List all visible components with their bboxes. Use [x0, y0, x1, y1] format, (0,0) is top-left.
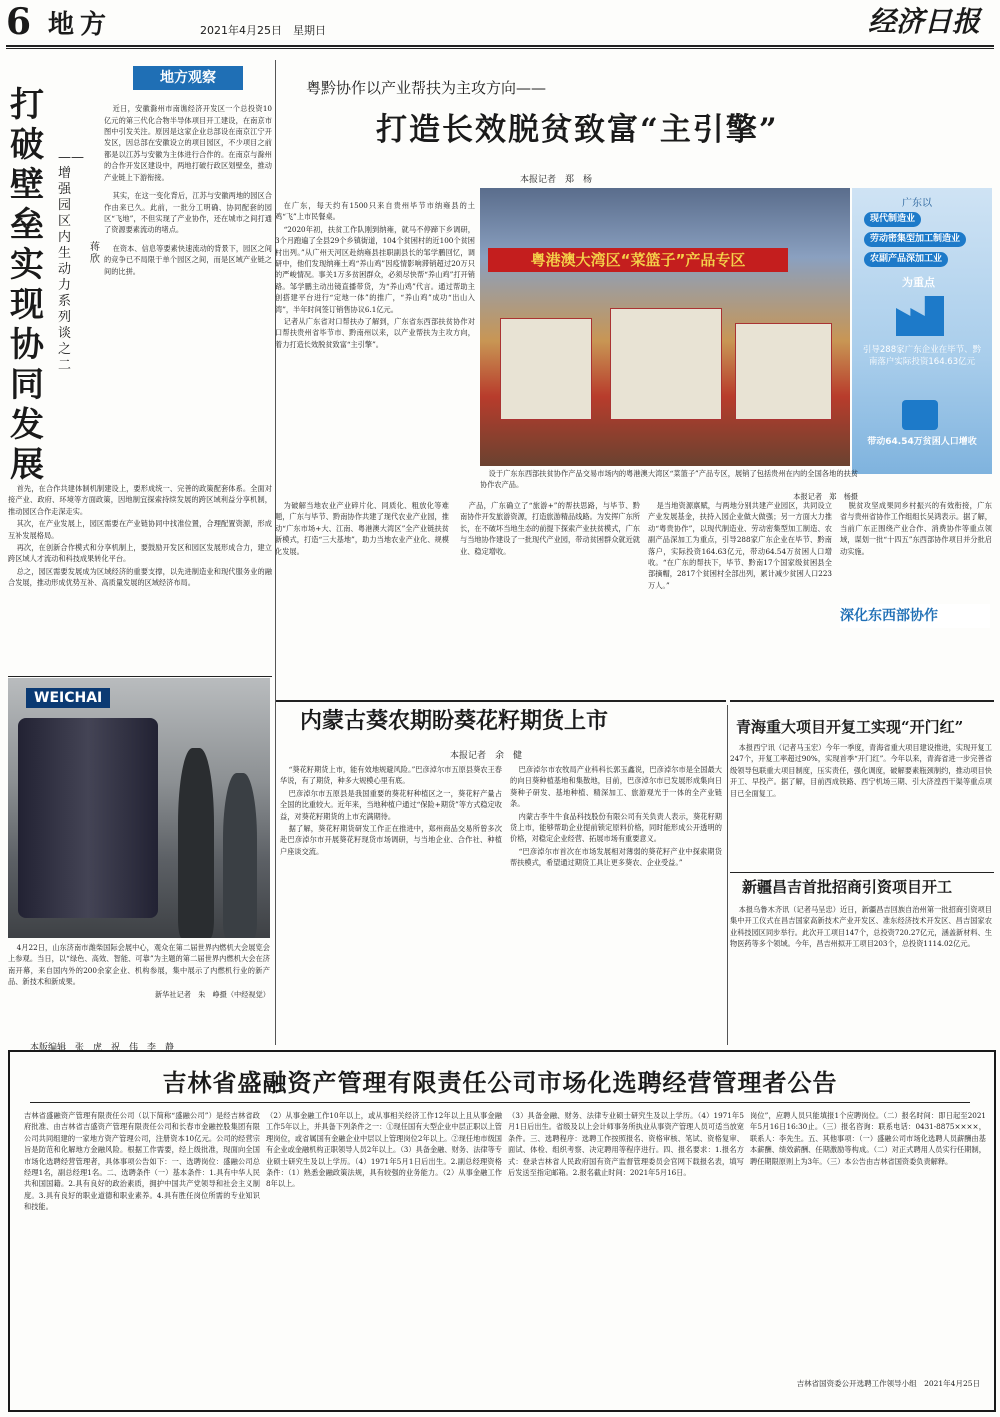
- paragraph: 巴彦淖尔市五原县是我国重要的葵花籽种植区之一，葵花籽产量占全国的比重较大。近年来，当地种植户通过“保险+期货”等方式稳定收益，对葵花籽期货的上市充满期待。: [280, 788, 502, 821]
- visitor-figure: [178, 748, 214, 938]
- info-stat-investment: 引导288家广东企业在毕节、黔南落户实际投资164.63亿元: [862, 345, 982, 367]
- section-tag-local-observation: 地方观察: [133, 66, 243, 90]
- paragraph: 吉林省盛融资产管理有限责任公司（以下简称“盛融公司”）是经吉林省政府批准、由吉林省吉盛资产管理有限责任公司和长春市金融控股集团有限公司共同组建的一家地方资产管理公司，注册资本10亿元。公司的经营宗旨是防范和化解地方金融风险。根据工作需要，经上级批准，现面向全国市场化选聘经营管理者，具体事项公告如下：一、选聘岗位：盛融公司总经理1名，副总经理1名。二、选聘条件（一）基本条件：1.具有中华人民共和国国籍。2.具有良好的政治素质，拥护中国共产党领导和社会主义制度。3.具有良好的职业道德和职业素养。4.具有胜任岗位所需的专业知识和技能。: [24, 1111, 260, 1212]
- info-pill: 农副产品深加工业: [864, 252, 948, 267]
- paragraph: “巴彦淖尔市首次在市场发展相对薄弱的葵花籽产业中探索期货帮扶模式，希望通过期货工具让更多葵农、企业受益。”: [510, 846, 722, 868]
- photo-produce-zone: [480, 188, 850, 466]
- photo-engine-exhibition: [8, 678, 270, 938]
- xinjiang-body: [730, 904, 992, 1038]
- announcement-col-4: [750, 1110, 986, 1370]
- photo-caption-main: [480, 468, 858, 501]
- newspaper-logo: 经济日报: [868, 5, 981, 38]
- page-number: 6: [6, 1, 32, 43]
- sunflower-col-2: [510, 764, 722, 1044]
- engine-shape: [18, 718, 158, 918]
- info-pill: 劳动密集型加工制造业: [864, 232, 966, 247]
- info-pill: 现代制造业: [864, 212, 921, 227]
- paragraph: 是当地资源禀赋，与两地分别共建产业园区，共同设立产业发展基金，扶持入园企业做大做强；另一方面大力推动“粤贵协作”，以现代制造业、劳动密集型加工制造、农副产品深加工为重点，引导288家广东企业在毕节、黔南落户，实际投资164.63亿元，带动64.54万贫困人口增收。“在广东的帮扶下，毕节、黔南17个国家级贫困县全部摘帽，2817个贫困村全部出列，累计减少贫困人口223万人。”: [648, 501, 832, 590]
- booth-shape: [735, 323, 832, 420]
- announcement-col-2: [266, 1110, 502, 1400]
- booth-shape: [610, 308, 722, 420]
- qinghai-headline: 青海重大项目开复工实现“开门红”: [736, 718, 964, 736]
- main-headline: 打造长效脱贫致富“主引擎”: [376, 112, 779, 148]
- paragraph: 首先，在合作共建体制机制建设上，要形成统一、完善的政策配套体系。全面对接产业、政府、环境等方面政策，因地制宜探索持续发展的跨区域利益分享机制，推动园区合作走深走实。: [8, 484, 272, 516]
- paragraph: 内蒙古李牛牛食品科技股份有限公司有关负责人表示，葵花籽期货上市，能够帮助企业提前锁定原料价格，同时能形成公开透明的价格，对稳定企业经营、拓展市场有重要意义。: [510, 811, 722, 844]
- photo-credit: 新华社记者 朱 峥摄（中经视觉）: [154, 989, 270, 999]
- divider: [730, 700, 994, 702]
- divider: [730, 872, 994, 873]
- factory-icon: [896, 296, 944, 336]
- info-heading: 广东以: [902, 198, 932, 209]
- paragraph: 在广东，每天约有1500只来自贵州毕节市纳雍县的土鸡“飞”上市民餐桌。: [275, 201, 475, 222]
- caption-text: 4月22日，山东济南市潍柴国际会展中心，观众在第二届世界内燃机大会展览会上参观。当日，以“绿色、高效、智能、可靠”为主题的第二届世界内燃机大会在济南开幕，来自国内外的200余家企业、机构参展，集中展示了内燃机行业的新产品、新技术和新成果。: [8, 943, 270, 987]
- announcement-col-3: [508, 1110, 744, 1400]
- paragraph: 其次，在产业发展上，园区需要在产业链协同中找准位置，合理配置资源，形成互补发展格局。: [8, 519, 272, 540]
- announcement-title: 吉林省盛融资产管理有限责任公司市场化选聘经营管理者公告: [162, 1069, 838, 1097]
- paragraph: 本报西宁讯（记者马玉宏）今年一季度，青海省重大项目建设推进，实现开复工247个，开复工率超过90%，实现首季“开门红”。今年以来，青海省进一步完善省级领导包联重大项目制度，压实责任，强化调度，破解要素瓶颈制约，推动项目快开工、早投产。据了解，目前西成铁路、西宁机场三期、引大济湟西干渠等重点项目已全面复工。: [730, 743, 992, 798]
- date-line: 2021年4月25日 星期日: [200, 24, 326, 37]
- people-icon: [902, 400, 938, 430]
- visitor-figure: [223, 773, 257, 938]
- header-rule-thin: [6, 48, 994, 49]
- paragraph: 其实，在这一变化背后，江苏与安徽两地的园区合作由来已久。此前，一批分工明确、协同配套的园区“飞地”，不但实现了产业协作，还在城市之间打通了资源要素流动的堵点。: [104, 191, 272, 235]
- section-name: 地方: [48, 10, 113, 40]
- paragraph: 在资本、信息等要素快速流动的背景下，园区之间的竞争已不局限于单个园区之间，而是区域产业链之间的比拼。: [104, 244, 272, 276]
- caption-text: 设于广东东西部扶贫协作产品交易市场内的粤港澳大湾区“菜篮子”产品专区，展销了包括贵州在内的全国各地的扶贫协作农产品。: [480, 469, 858, 489]
- paragraph: （3）具备金融、财务、法律专业硕士研究生及以上学历。（4）1971年5月1日后出生。省级及以上会计师事务所执业从事资产管理人员可适当放宽条件。三、选聘程序：选聘工作按照报名、资格审核、笔试、资格复审、面试、体检、组织考察、决定聘用等程序进行。四、报名要求：1.报名方式：登录吉林省人民政府国有资产监督管理委员会官网下载报名表，填写后发送至指定邮箱。2.报名截止时间：2021年5月16日。: [508, 1111, 744, 1178]
- left-article-intro: [104, 96, 272, 476]
- paragraph: 总之，园区需要发展成为区域经济的重要支撑，以先进制造业和现代服务业的融合发展，推动形成优势互补、高质量发展的区域经济布局。: [8, 566, 272, 588]
- paragraph: “葵花籽期货上市，能有效地规避风险。”巴彦淖尔市五原县葵农王春华说，有了期货，种多大规模心里有底。: [280, 765, 502, 786]
- announcement-signature: 吉林省国资委公开选聘工作领导小组 2021年4月25日: [796, 1379, 980, 1388]
- sunflower-col-1: [280, 764, 502, 1044]
- column-divider: [727, 705, 728, 1045]
- main-article-col-e: [840, 500, 992, 690]
- booth-shape: [500, 318, 592, 420]
- paragraph: 据了解，葵花籽期货研发工作正在推进中，郑州商品交易所曾多次赴巴彦淖尔市开展葵花籽现货市场调研，与当地企业、合作社、种植户座谈交流。: [280, 824, 502, 856]
- divider: [30, 1102, 970, 1103]
- info-stat-income: 带动64.54万贫困人口增收: [867, 437, 977, 447]
- left-headline: 打破壁垒实现协同发展: [10, 85, 44, 485]
- paragraph: 巴彦淖尔市农牧局产业科科长郭玉鑫说，巴彦淖尔市是全国最大的向日葵种植基地和集散地，目前，巴彦淖尔市已发展形成集向日葵种子研发、基地种植、精深加工、旅游观光于一体的全产业链条。: [510, 765, 722, 809]
- sunflower-headline: 内蒙古葵农期盼葵花籽期货上市: [300, 708, 609, 734]
- left-author: 蒋 欣: [90, 242, 110, 265]
- left-subtitle: ——增强园区内生动力系列谈之二: [58, 150, 84, 373]
- photo-caption-left: [8, 942, 270, 1034]
- left-article-body: [8, 483, 272, 673]
- photo-credit: 本报记者 郑 杨摄: [793, 492, 858, 501]
- paragraph: 再次，在创新合作模式和分享机制上，要鼓励开发区和园区发展形成合力，建立跨区域人才流动和科技成果转化平台。: [8, 543, 272, 564]
- photo-banner: WEICHAI: [26, 688, 110, 708]
- divider: [8, 676, 272, 677]
- divider: [276, 700, 726, 702]
- sunflower-byline: 本报记者 余 健: [450, 751, 523, 761]
- paragraph: 为破解当地农业产业碎片化、同质化、粗放化等难题，广东与毕节、黔南协作共建了现代农业产业园，推动“广东市场+大、江南、粤港澳大湾区”全产业链扶贫新模式，打造“三大基地”，助力当地农业产业化、规模化发展。: [275, 501, 449, 556]
- info-focus: 为重点: [902, 276, 935, 289]
- section-tag-east-west: 深化东西部协作: [840, 604, 990, 628]
- paragraph: “2020年初，扶贫工作队刚到纳雍，就马不停蹄下乡调研，3个月跑遍了全县29个乡镇街道，104个贫困村的近100个贫困村出列。”从广州天河区赴纳雍县挂职副县长的邹学鹏回忆，调研中，他们发现纳雍土鸡“养山鸡”因疫情影响滞销超过20万只的严峻情况。事关1万多贫困群众，必须尽快帮“养山鸡”打开销路。邹学鹏主动出镜直播带货，为“养山鸡”代言。通过帮助主创搭建平台进行“定地一体”的推广，“养山鸡”成功“出山入湾”，半年时间签订销售协议6.1亿元。: [275, 224, 475, 314]
- announcement-col-1: [24, 1110, 260, 1400]
- paragraph: 脱贫攻坚成果同乡村振兴的有效衔接，广东省与贵州省协作工作组组长吴鸿表示。据了解，当前广东正围绕产业合作、消费协作等重点领域，谋划一批“十四五”东西部协作项目并分批启动实施。: [840, 501, 992, 556]
- paragraph: （2）从事金融工作10年以上，或从事相关经济工作12年以上且从事金融工作5年以上，并具备下列条件之一：①现任国有大型企业中层正职以上管理岗位，或省属国有金融企业中层以上管理岗位2年以上。②现任地市级国有企业或金融机构正职领导人员2年以上。（3）具备金融、财务、法律等专业硕士研究生及以上学历。（4）1971年5月1日后出生。2.副总经理资格条件：（1）熟悉金融政策法规，具有较强的业务能力。（2）从事金融工作8年以上。: [266, 1111, 502, 1189]
- main-byline: 本报记者 郑 杨: [520, 175, 593, 185]
- paragraph: 本报乌鲁木齐讯（记者马呈忠）近日，新疆昌吉回族自治州第一批招商引资项目集中开工仪式在昌吉国家高新技术产业开发区、准东经济技术开发区、昌吉国家农业科技园区同步举行。此次开工项目147个，总投资720.27亿元，涵盖新材料、生物医药等多个领域。今年，昌吉州拟开工项目203个，总投资1114.02亿元。: [730, 905, 992, 949]
- paragraph: 产品，广东确立了“旅游+”的帮扶思路，与毕节、黔南协作开发旅游资源，打造旅游精品线路。为发挥广东所长，在不破坏当地生态的前提下探索产业扶贫模式，广东与当地协作建设了一批现代产业园，带动贫困群众就近就业、稳定增收。: [460, 501, 640, 556]
- xinjiang-headline: 新疆昌吉首批招商引资项目开工: [742, 878, 953, 896]
- main-article-col-a: [275, 200, 475, 500]
- paragraph: 岗位”，应聘人员只能填报1个应聘岗位。（二）报名时间：即日起至2021年5月16日16:30止。（三）报名咨询：联系电话：0431-8875××××，联系人：李先生。五、其他事项：（一）盛融公司市场化选聘人员薪酬由基本薪酬、绩效薪酬、任期激励等构成。（二）对正式聘用人员实行任期制，聘任期限原则上为3年。（三）本公告由吉林省国资委负责解释。: [750, 1111, 986, 1166]
- infographic-panel: [852, 188, 992, 474]
- page-editors: 本版编辑 张 虎 祝 伟 李 静: [30, 1043, 175, 1053]
- header-rule: [6, 45, 994, 47]
- main-kicker: 粤黔协作以产业帮扶为主攻方向——: [306, 79, 547, 97]
- photo-banner: 粤港澳大湾区“菜篮子”产品专区: [488, 248, 788, 272]
- paragraph: 记者从广东省对口帮扶办了解到，广东省东西部扶贫协作对口帮扶贵州省毕节市、黔南州以来，以产业帮扶为主攻方向，着力打造长效脱贫致富“主引擎”。: [275, 317, 475, 349]
- qinghai-body: [730, 742, 992, 874]
- paragraph: 近日，安徽滁州市南谯经济开发区一个总投资10亿元的第三代化合物半导体项目开工建设，在南京市图中引发关注。原因是这家企业总部设在南京江宁开发区，因总部在安徽设立的项目园区，不少项目之前都是以江苏与安徽为主体进行合作的。在南京与滁州的合作开发区建设中，两地打破行政区划壁垒，推动产业链上下游衔接。: [104, 104, 272, 182]
